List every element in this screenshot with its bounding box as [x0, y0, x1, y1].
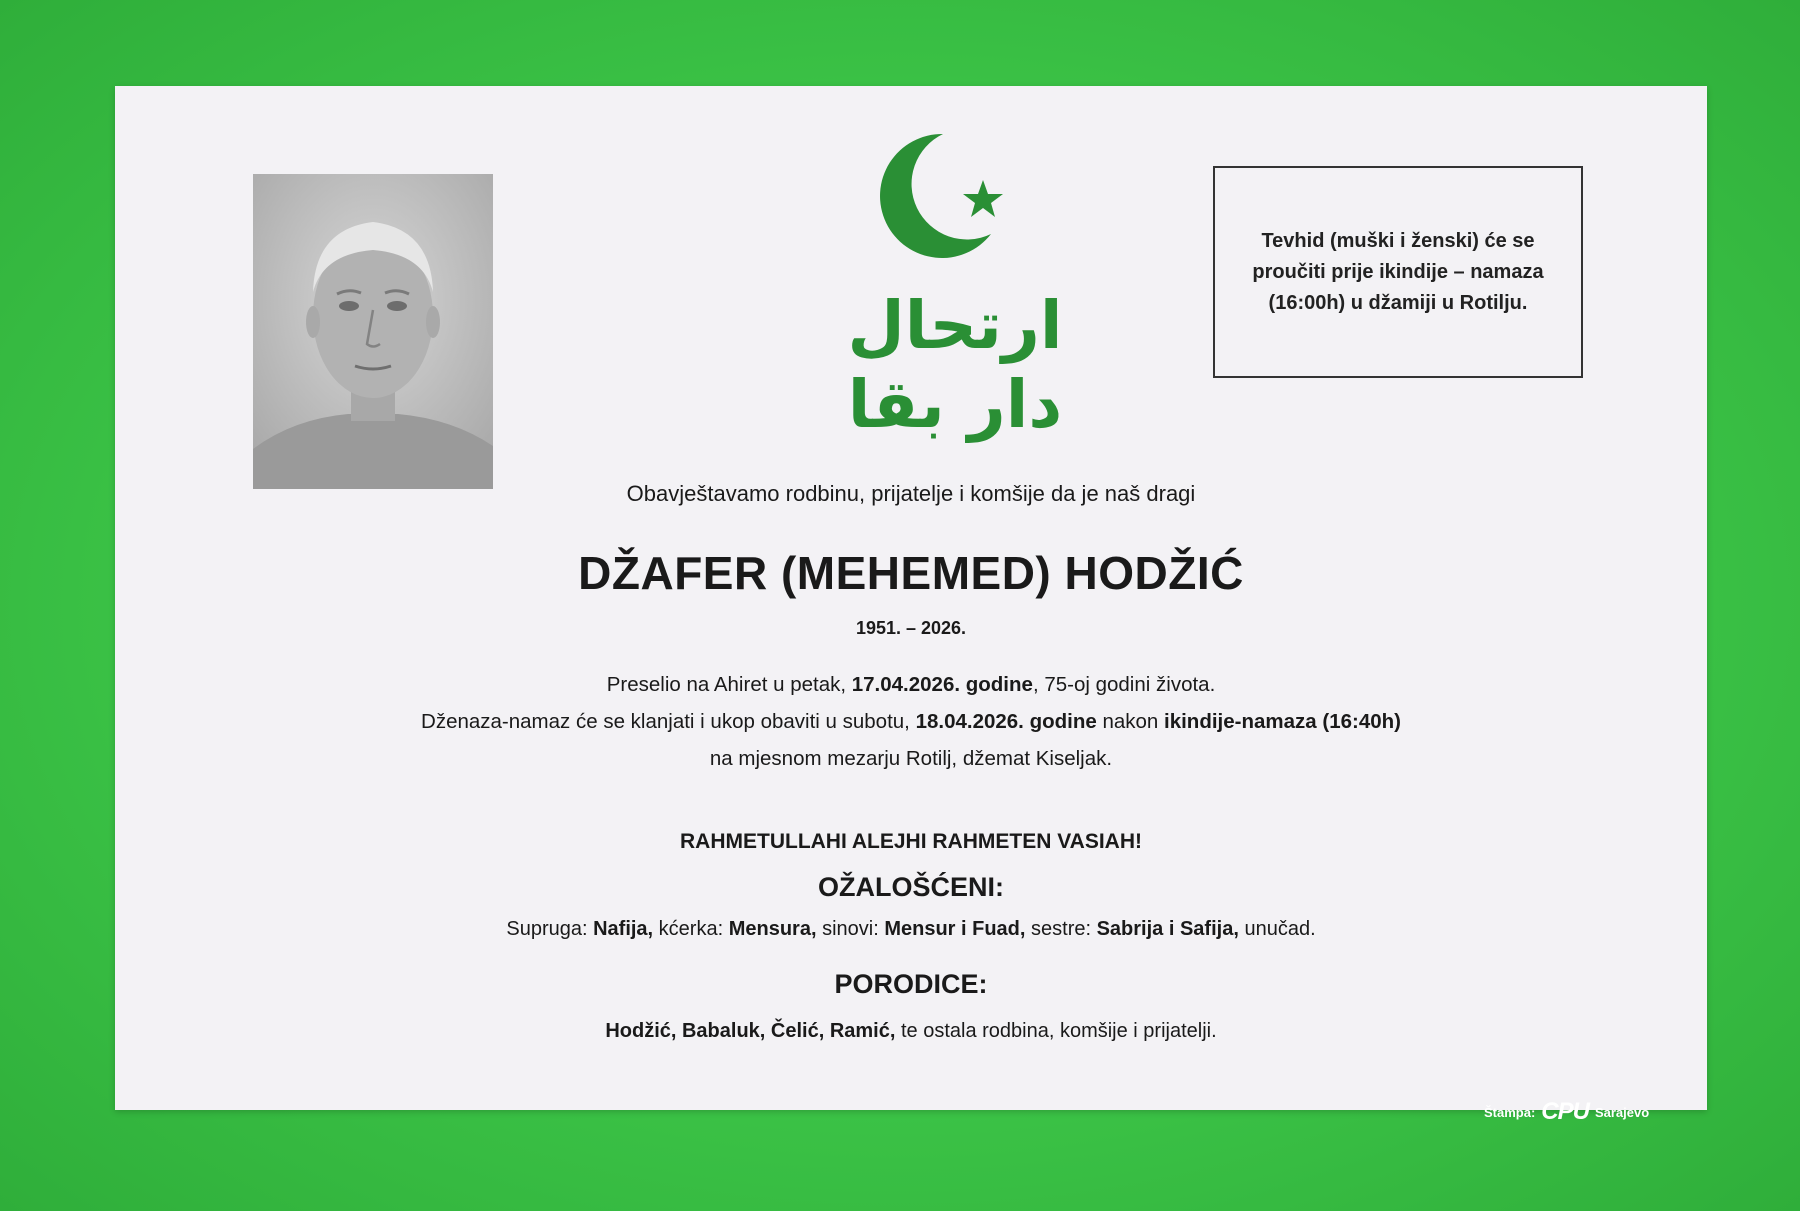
printer-credit [1484, 1100, 1649, 1124]
obituary-sheet [115, 86, 1707, 1110]
mourners-heading: OŽALOŠĆENI: [818, 872, 1004, 902]
islamic-emblem [835, 116, 1075, 446]
mourner-relation: Supruga: [506, 918, 594, 940]
tevhid-notice-text [1230, 226, 1565, 319]
mourner-name: Mensur i Fuad, [884, 918, 1026, 940]
portrait-photo [253, 174, 493, 489]
arabic-calligraphy: ارتحال دار بقا [847, 287, 1063, 444]
text-span: , 75-oj godini života. [1032, 673, 1216, 696]
mourner-relation: sinovi: [816, 918, 885, 940]
prayer-text: RAHMETULLAHI ALEJHI RAHMETEN VASIAH! [680, 830, 1142, 853]
family-names: Hodžić, Babaluk, Čelić, Ramić, [605, 1020, 896, 1042]
life-years: 1951. – 2026. [855, 618, 967, 638]
mourner-relation: unučad. [1238, 918, 1316, 940]
families-heading: PORODICE: [834, 969, 988, 999]
intro-text: Obavještavamo rodbinu, prijatelje i komšije da je naš dragi [626, 481, 1196, 506]
printer-label: Štampa: [1484, 1104, 1536, 1120]
text-span: Preselio na Ahiret u petak, [606, 673, 852, 696]
funeral-details [115, 666, 1707, 777]
tevhid-line: proučiti prije ikindije – namaza [1252, 260, 1544, 283]
mourners-list [115, 918, 1707, 941]
mourner-name: Sabrija i Safija, [1096, 918, 1239, 940]
deceased-name: DŽAFER (MEHEMED) HODŽIĆ [578, 547, 1244, 599]
printer-city: Sarajevo [1594, 1104, 1650, 1120]
funeral-date: 18.04.2026. godine [915, 710, 1097, 733]
funeral-date-line [115, 703, 1707, 740]
families-list [115, 1020, 1707, 1043]
mourner-relation: sestre: [1025, 918, 1097, 940]
text-span: nakon [1096, 710, 1165, 733]
families-rest: te ostala rodbina, komšije i prijatelji. [895, 1020, 1217, 1042]
death-date-line [115, 666, 1707, 703]
printer-logo: CPU [1541, 1098, 1589, 1125]
mourner-name: Nafija, [593, 918, 654, 940]
mourner-relation: kćerka: [653, 918, 729, 940]
text-span: Dženaza-namaz će se klanjati i ukop obaviti u subotu, [421, 710, 916, 733]
tevhid-line: (16:00h) u džamiji u Rotilju. [1268, 291, 1528, 314]
tevhid-line: Tevhid (muški i ženski) će se [1261, 229, 1535, 252]
death-date: 17.04.2026. godine [851, 673, 1033, 696]
portrait-image [253, 174, 493, 489]
tevhid-notice-box [1213, 166, 1583, 378]
mourner-name: Mensura, [728, 918, 817, 940]
burial-place-line: na mjesnom mezarju Rotilj, džemat Kiseljak. [709, 747, 1113, 770]
prayer-time: ikindije-namaza (16:40h) [1164, 710, 1401, 733]
